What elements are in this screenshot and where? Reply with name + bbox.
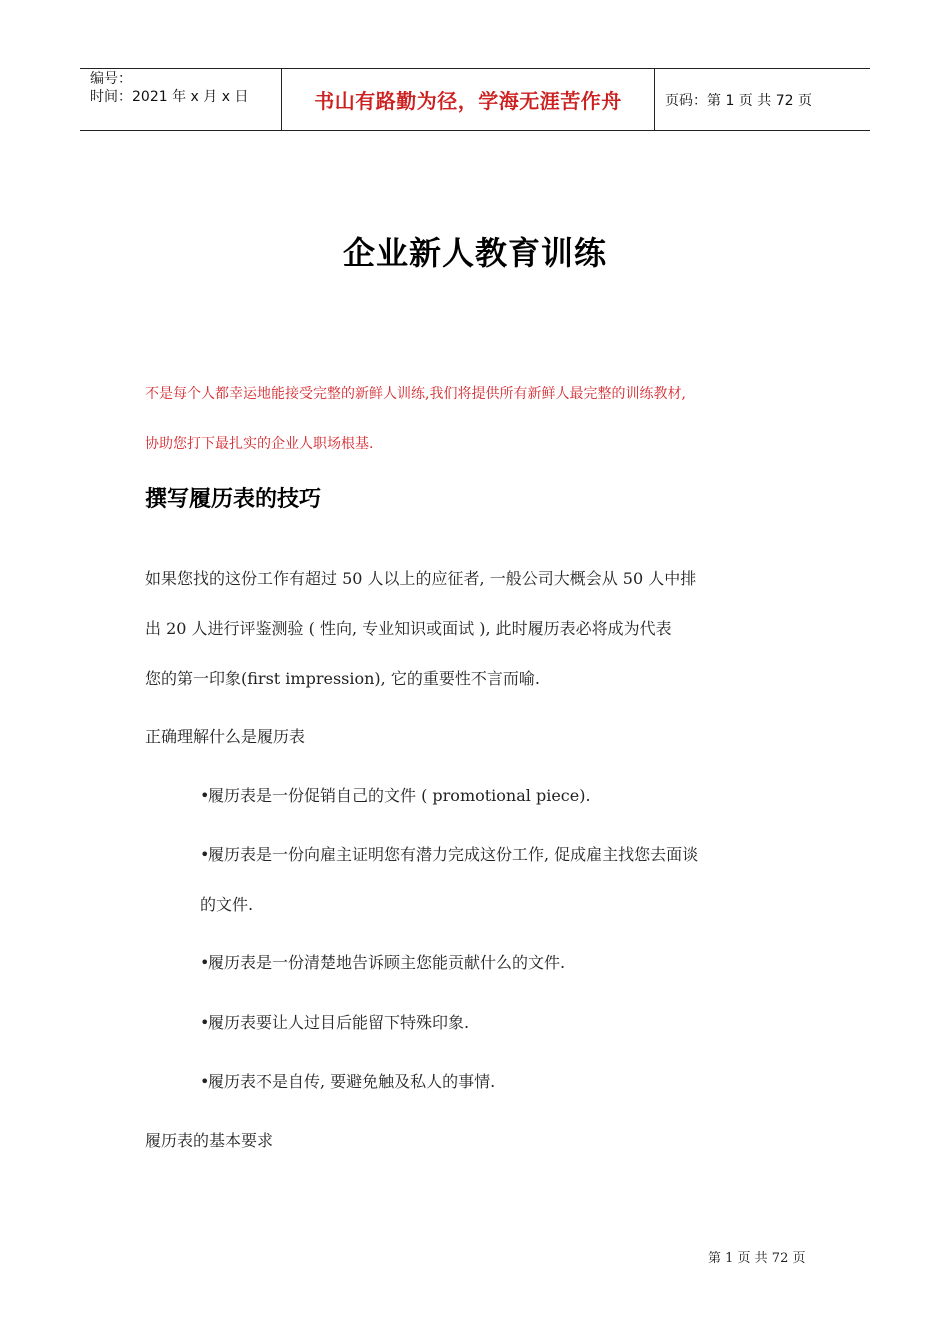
page-header [80,68,870,131]
list-item [200,1010,469,1033]
list-item [200,783,591,806]
paragraph-line-2: 出 20 人进行评鉴测验 ( 性向, 专业知识或面试 ), 此时履历表必将成为代表 [145,619,672,638]
list-item [200,842,698,865]
intro-line-1: 不是每个人都幸运地能接受完整的新鲜人训练,我们将提供所有新鲜人最完整的训练教材, [145,386,686,402]
header-page-info: 页码：第 1 页 共 72 页 [665,93,812,109]
paragraph-line-1: 如果您找的这份工作有超过 50 人以上的应征者, 一般公司大概会从 50 人中排 [145,569,697,588]
bullet-icon: • [200,845,210,864]
list-item-text: 履历表是一份向雇主证明您有潜力完成这份工作, 促成雇主找您去面谈 [208,845,699,864]
motto: 书山有路勤为径，学海无涯苦作舟 [314,89,622,113]
serial-number-label: 编号： [90,71,132,87]
section-heading: 撰写履历表的技巧 [145,487,322,512]
paragraph-line-3: 您的第一印象(first impression), 它的重要性不言而喻. [145,669,540,688]
page-footer: 第 1 页 共 72 页 [708,1251,806,1266]
header-motto-cell [282,69,655,130]
intro-line-2: 协助您打下最扎实的企业人职场根基. [145,436,374,452]
header-meta-cell [80,69,282,130]
bullet-icon: • [200,1013,210,1032]
document-title: 企业新人教育训练 [342,234,607,272]
subheading-what-is-resume: 正确理解什么是履历表 [145,727,306,746]
list-item-text: 履历表要让人过目后能留下特殊印象. [208,1013,470,1032]
subheading-basic-requirements: 履历表的基本要求 [145,1131,274,1150]
list-item-text: 履历表不是自传, 要避免触及私人的事情. [208,1072,496,1091]
bullet-icon: • [200,786,210,805]
list-item [200,1069,495,1092]
header-page-cell [655,69,870,130]
time-label: 时间：2021 年 x 月 x 日 [90,89,249,105]
list-item-continuation: 的文件. [200,895,254,914]
list-item [200,950,565,973]
list-item-text: 履历表是一份清楚地告诉顾主您能贡献什么的文件. [208,953,566,972]
list-item-text: 履历表是一份促销自己的文件 ( promotional piece). [208,786,591,805]
bullet-icon: • [200,953,210,972]
bullet-icon: • [200,1072,210,1091]
